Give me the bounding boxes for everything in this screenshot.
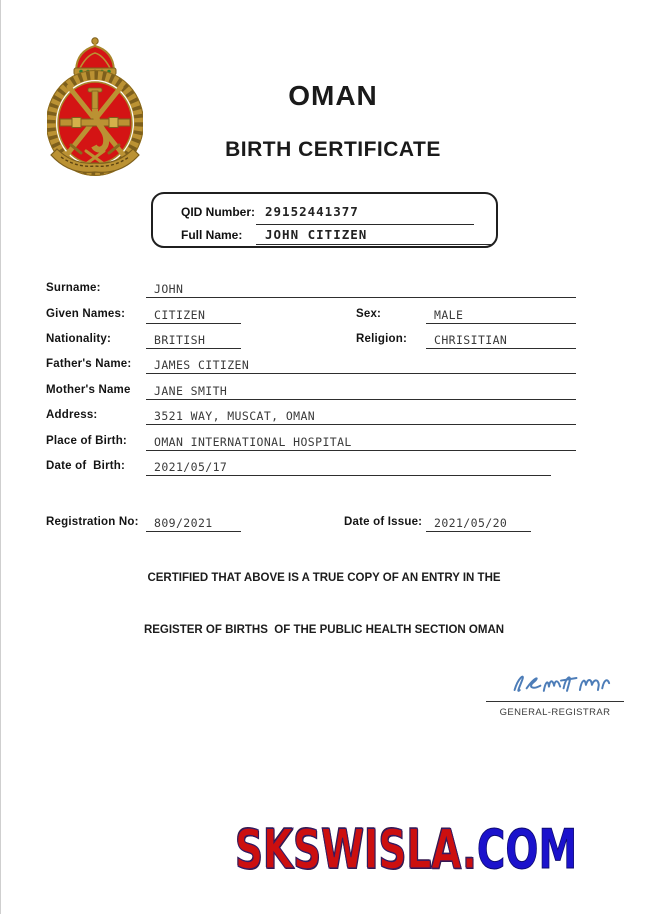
surname-value: JOHN: [146, 282, 576, 298]
registrar-signature: [506, 666, 616, 702]
religion-label: Religion:: [356, 333, 407, 345]
date-of-birth-label: Date of Birth:: [46, 460, 126, 472]
site-watermark: [235, 818, 577, 881]
certification-line-2: REGISTER OF BIRTHS OF THE PUBLIC HEALTH SECTION OMAN: [143, 624, 505, 636]
qid-number-row: [181, 203, 359, 219]
address-label: Address:: [46, 409, 98, 421]
full-name-label: Full Name:: [181, 228, 243, 242]
qid-number-underline: [256, 224, 474, 225]
country-title: OMAN: [288, 80, 378, 111]
date-of-issue-label: Date of Issue:: [344, 516, 423, 528]
document-title: BIRTH CERTIFICATE: [225, 138, 441, 161]
signature-line: [486, 701, 624, 702]
sex-value: MALE: [426, 308, 576, 324]
mother-name-value: JANE SMITH: [146, 384, 576, 400]
given-names-value: CITIZEN: [146, 308, 241, 324]
date-of-issue-value: 2021/05/20: [426, 516, 531, 532]
father-name-label: Father's Name:: [46, 358, 132, 370]
full-name-row: [181, 226, 367, 242]
registration-no-value: 809/2021: [146, 516, 241, 532]
full-name-underline: [256, 244, 492, 245]
place-of-birth-value: OMAN INTERNATIONAL HOSPITAL: [146, 435, 576, 451]
father-name-value: JAMES CITIZEN: [146, 358, 576, 374]
qid-box: [151, 192, 498, 248]
nationality-value: BRITISH: [146, 333, 241, 349]
registrar-title: GENERAL-REGISTRAR: [499, 707, 611, 718]
sex-label: Sex:: [356, 308, 382, 320]
date-of-birth-value: 2021/05/17: [146, 460, 551, 476]
mother-name-label: Mother's Name: [46, 384, 131, 396]
qid-number-label: QID Number:: [181, 205, 256, 219]
registration-no-label: Registration No:: [46, 516, 139, 528]
religion-value: CHRISITIAN: [426, 333, 576, 349]
watermark-red-text: SKSWISLA.: [235, 818, 477, 881]
certification-line-1: CERTIFIED THAT ABOVE IS A TRUE COPY OF AN ENTRY IN THE: [147, 572, 501, 584]
place-of-birth-label: Place of Birth:: [46, 435, 127, 447]
full-name-value: JOHN CITIZEN: [265, 227, 368, 242]
surname-label: Surname:: [46, 282, 101, 294]
given-names-label: Given Names:: [46, 308, 126, 320]
qid-number-value: 29152441377: [265, 204, 359, 219]
nationality-label: Nationality:: [46, 333, 112, 345]
oman-emblem-icon: [47, 34, 143, 178]
address-value: 3521 WAY, MUSCAT, OMAN: [146, 409, 576, 425]
watermark-blue-text: COM: [476, 818, 578, 881]
